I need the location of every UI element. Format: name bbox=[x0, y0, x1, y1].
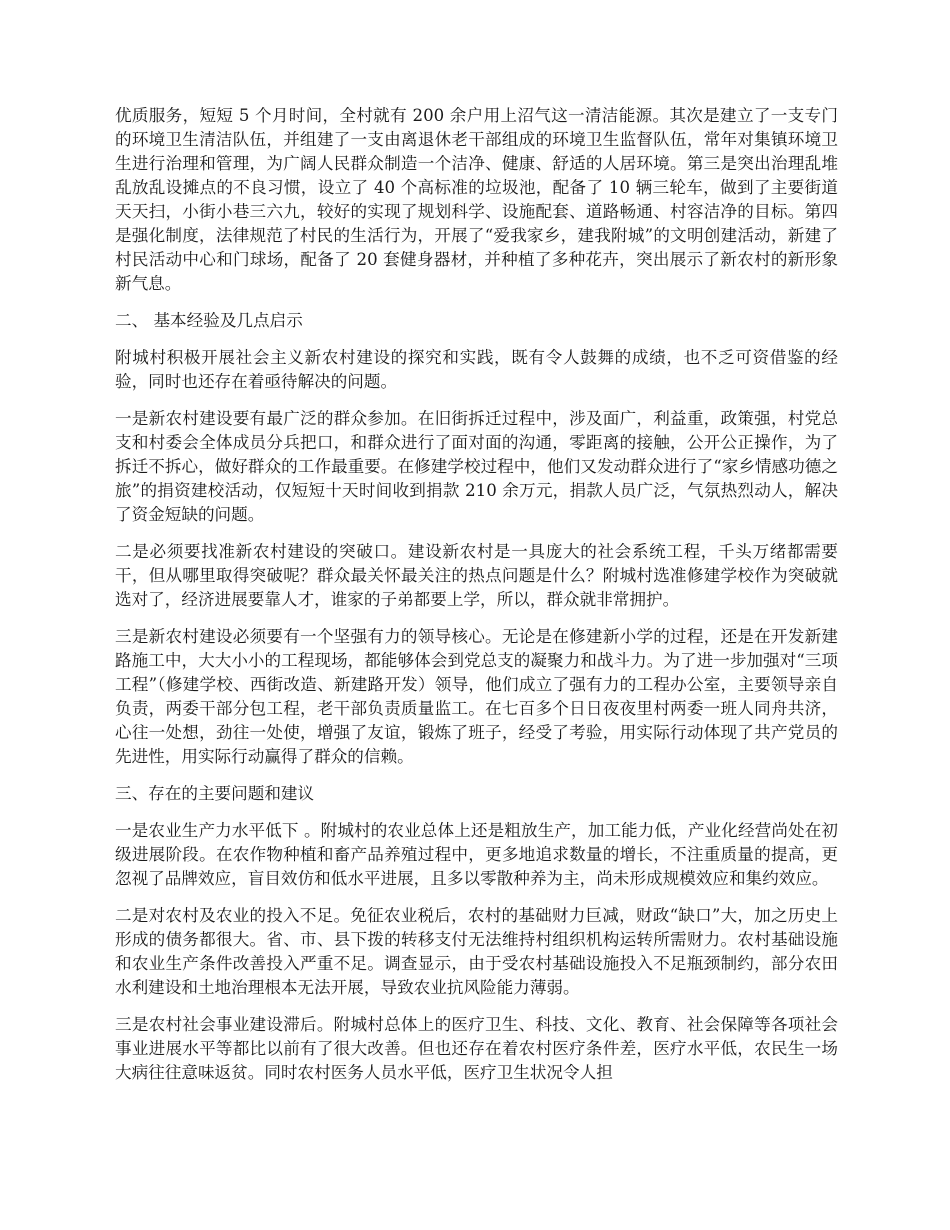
paragraph-low-productivity: 一是农业生产力水平低下 。附城村的农业总体上还是粗放生产，加工能力低，产业化经营尚处在初级进展阶段。在农作物种植和畜产品养殖过程中，更多地追求数量的增长，不注重质量的提高，更忽视了品牌效应，盲目效仿和低水平进展，且多以零散种养为主，尚未形成规模效应和集约效应。 bbox=[115, 821, 838, 888]
paragraph-breakthrough-point: 二是必须要找准新农村建设的突破口。建设新农村是一具庞大的社会系统工程，千头万绪都需要干，但从哪里取得突破呢？群众最关怀最关注的热点问题是什么？附城村选准修建学校作为突破就选对了，经济进展要靠人才，谁家的子弟都要上学，所以，群众就非常拥护。 bbox=[115, 542, 838, 609]
paragraph-social-undertakings: 三是农村社会事业建设滞后。附城村总体上的医疗卫生、科技、文化、教育、社会保障等各项社会事业进展水平等都比以前有了很大改善。但也还存在着农村医疗条件差，医疗水平低，农民生一场大病往往意味返贫。同时农村医务人员水平低，医疗卫生状况令人担 bbox=[115, 1015, 838, 1082]
section-heading-problems: 三、存在的主要问题和建议 bbox=[115, 784, 315, 803]
paragraph-leadership-core: 三是新农村建设必须要有一个坚强有力的领导核心。无论是在修建新小学的过程，还是在开发新建路施工中，大大小小的工程现场，都能够体会到党总支的凝聚力和战斗力。为了进一步加强对“三项工程”（修建学校、西街改造、新建路开发）领导，他们成立了强有力的工程办公室，主要领导亲自负责，两委干部分包工程，老干部负责质量监工。在七百多个日日夜夜里村两委一班人同舟共济，心往一处想，劲往一处使，增强了友谊，锻炼了班子，经受了考验，用实际行动体现了共产党员的先进性，用实际行动赢得了群众的信赖。 bbox=[115, 627, 838, 766]
paragraph-experience-intro: 附城村积极开展社会主义新农村建设的探究和实践，既有令人鼓舞的成绩，也不乏可资借鉴的经验，同时也还存在着亟待解决的问题。 bbox=[115, 348, 838, 391]
paragraph-insufficient-investment: 二是对农村及农业的投入不足。免征农业税后，农村的基础财力巨减，财政“缺口”大，加之历史上形成的债务都很大。省、市、县下拨的转移支付无法维持村组织机构运转所需财力。农村基础设施和农业生产条件改善投入严重不足。调查显示，由于受农村基础设施投入不足瓶颈制约，部分农田水利建设和土地治理根本无法开展，导致农业抗风险能力薄弱。 bbox=[115, 906, 838, 997]
paragraph-mass-participation: 一是新农村建设要有最广泛的群众参加。在旧街拆迁过程中，涉及面广，利益重，政策强，村党总支和村委会全体成员分兵把口，和群众进行了面对面的沟通，零距离的接触，公开公正操作，为了拆迁不拆心，做好群众的工作最重要。在修建学校过程中，他们又发动群众进行了“家乡情感功德之旅”的捐资建校活动，仅短短十天时间收到捐款 210 余万元，捐款人员广泛，气氛热烈动人，解决了资金短缺的问题。 bbox=[115, 409, 838, 524]
section-heading-experience: 二、 基本经验及几点启示 bbox=[115, 311, 303, 330]
paragraph-village-environment: 优质服务，短短 5 个月时间，全村就有 200 余户用上沼气这一清洁能源。其次是建立了一支专门的环境卫生清洁队伍，并组建了一支由离退休老干部组成的环境卫生监督队伍，常年对集镇环境卫生进行治理和管理，为广阔人民群众制造一个洁净、健康、舒适的人居环境。第三是突出治理乱堆乱放乱设摊点的不良习惯，设立了 40 个高标准的垃圾池，配备了 10 辆三轮车，做到了主要街道天天扫，小街小巷三六九，较好的实现了规划科学、设施配套、道路畅通、村容洁净的目标。第四是强化制度，法律规范了村民的生活行为，开展了“爱我家乡，建我附城”的文明创建活动，新建了村民活动中心和门球场，配备了 20 套健身器材，并种植了多种花卉，突出展示了新农村的新形象新气息。 bbox=[115, 106, 838, 293]
